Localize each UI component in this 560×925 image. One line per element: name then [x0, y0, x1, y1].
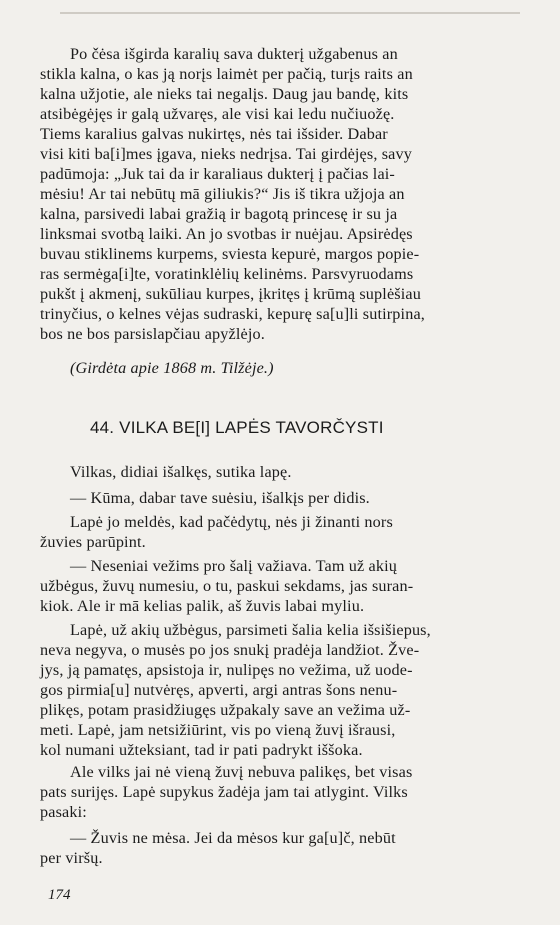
text-line: linksmai svotbą laiki. An jo svotbas ir nuėjau. Apsirėdęs [40, 225, 413, 243]
text-line: Tiems karalius galvas nukirtęs, nės tai išsider. Dabar [40, 125, 388, 143]
text-line-last: pasaki: [40, 803, 87, 821]
text-line: stikla kalna, o kas ją norįs laimėt per pačią, turįs raits an [40, 65, 413, 83]
text-line: atsibėgėjęs ir galą užvaręs, ale visi kai ledu nučiuožę. [40, 105, 395, 123]
text-line: buvau stiklinems kurpems, sviesta kepurė, margos popie- [40, 245, 420, 263]
text-line: pukšt į akmenį, sukūliau kurpes, įkritęs į krūmą suplėšiau [40, 285, 421, 303]
source-note: (Girdėta apie 1868 m. Tilžėje.) [70, 359, 274, 377]
page-number: 174 [48, 887, 71, 903]
text-line: mėsiu! Ar tai nebūtų mā giliukis?“ Jis iš tikra užjoja an [40, 185, 405, 203]
text-line: kalna užjotie, ale nieks tai negalįs. Daug jau bandę, kits [40, 85, 409, 103]
text-line: — Neseniai vežims pro šalį važiava. Tam už akių [70, 557, 398, 575]
text-line: gos pirmia[u] nutvėręs, apverti, argi antras šons nenu- [40, 681, 398, 699]
text-line-last: per viršų. [40, 849, 103, 867]
text-line-last: žuvies parūpint. [40, 533, 146, 551]
text-line: plikęs, potam prasidžiugęs užpakaly save an vežima už- [40, 701, 411, 719]
text-line: — Kūma, dabar tave suėsiu, išalkįs per didis. [70, 489, 370, 507]
text-line: meti. Lapė, jam netsižiūrint, vis po vieną žuvį išrausi, [40, 721, 396, 739]
text-line: pats surijęs. Lapė supykus žadėja jam tai atlygint. Vilks [40, 783, 408, 801]
text-line: visi kiti ba[i]mes įgava, nieks nedrįsa. Tai girdėjęs, savy [40, 145, 413, 163]
top-edge-rule [60, 12, 520, 14]
text-line: Lapė jo meldės, kad pačėdytų, nės ji žinanti nors [70, 513, 393, 531]
text-line: kalna, parsivedi labai gražią ir bagotą princesę ir su ja [40, 205, 398, 223]
text-line: Po čėsa išgirda karalių sava dukterį užgabenus an [70, 45, 398, 63]
text-line: jys, ją pamatęs, apsistoja ir, nulipęs no vežima, už uode- [40, 661, 413, 679]
text-line-last: bos ne bos parsislapčiau apyžlėjo. [40, 325, 265, 343]
story-heading: 44. VILKA BE[I] LAPĖS TAVORČYSTI [90, 418, 384, 437]
text-line-last: kiok. Ale ir mā kelias palik, aš žuvis labai myliu. [40, 597, 365, 615]
text-line: neva negyva, o musės po jos snukį pradėja landžiot. Žve- [40, 641, 420, 659]
text-line: Lapė, už akių užbėgus, parsimeti šalia kelia išsišiepus, [70, 621, 431, 639]
text-line: — Žuvis ne mėsa. Jei da mėsos kur ga[u]č, nebūt [70, 829, 396, 847]
text-line: padūmoja: „Juk tai da ir karaliaus dukterį į pačias lai- [40, 165, 395, 183]
text-line-last: kol numani užteksiant, tad ir pati padrykt iššoka. [40, 741, 363, 759]
text-line: ras sermėga[i]te, voratinklėlių kelinėms. Parsvyruodams [40, 265, 414, 283]
text-line: užbėgus, žuvų numesiu, o tu, paskui sekdams, jas suran- [40, 577, 414, 595]
text-line-first: Vilkas, didiai išalkęs, sutika lapę. [70, 463, 292, 481]
text-line: trinyčius, o kelnes vėjas sudraski, kepurę sa[u]li sutirpina, [40, 305, 425, 323]
text-line: Ale vilks jai nė vieną žuvį nebuva palikęs, bet visas [70, 763, 413, 781]
